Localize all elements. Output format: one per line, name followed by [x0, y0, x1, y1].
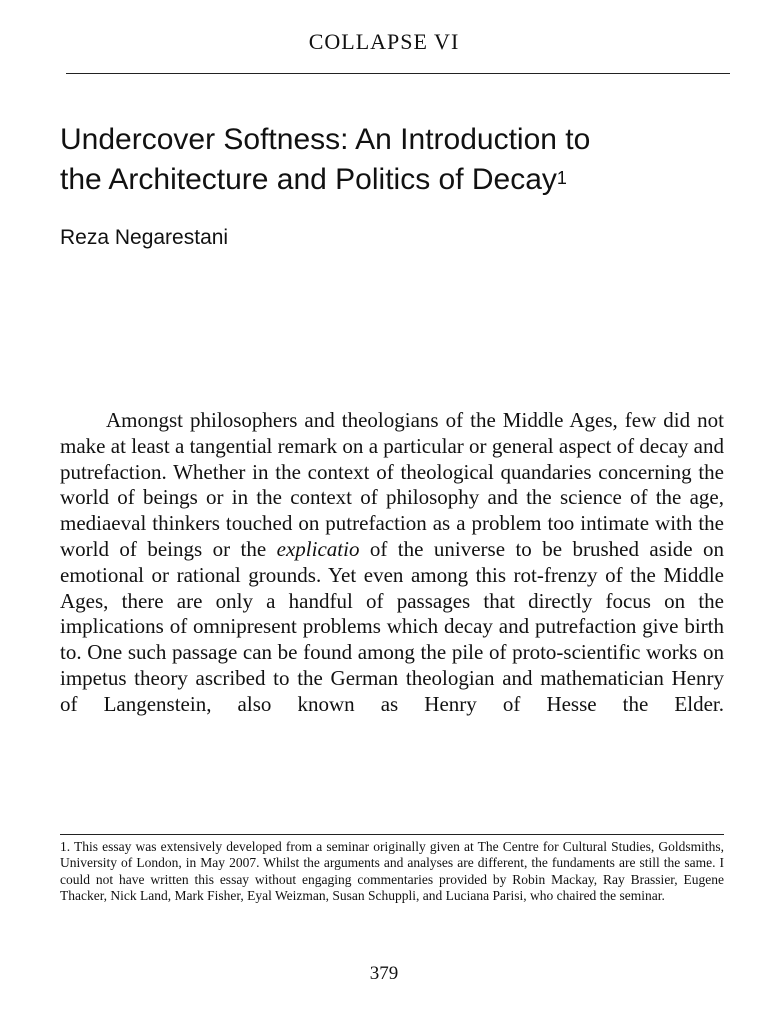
running-head: COLLAPSE VI [308, 29, 460, 54]
page-number: 379 [369, 963, 399, 984]
author-name: Reza Negarestani [60, 226, 229, 249]
header-rule [66, 73, 730, 74]
title-line-1: Undercover Softness: An Introduction to [60, 123, 591, 156]
footnote-marker: 1 [556, 168, 567, 188]
body-text-part-2: of the universe to be brushed aside on emotional or rational grounds. Yet even among this rot-frenzy of the Middle Ages, there are only a handful of passages that directly focus on the implications of omnipresent problems which decay and putrefaction give birth to. One such passage can be found among the pile of proto-scientific works on impetus theory ascribed to the German theologian and mathematician Henry of Langenstein, also known as Henry of Hesse the Elder. [60, 536, 724, 716]
title-line-2: the Architecture and Politics of Decay [60, 163, 557, 196]
body-text-part-1: Amongst philosophers and theologians of the Middle Ages, few did not make at least a tangential remark on a particular or general aspect of decay and putrefaction. Whether in the context of theological quandaries concerning the world of beings or in the context of philosophy and the science of the age, mediaeval thinkers touched on putrefaction as a problem too intimate with the world of beings or the [60, 408, 724, 561]
footnote-rule [60, 834, 724, 835]
footnote: 1. This essay was extensively developed from a seminar originally given at The Centre for Cultural Studies, Goldsmiths, University of London, in May 2007. Whilst the arguments and analyses are different, the fundaments are still the same. I could not have written this essay without engaging commentaries provided by Robin Mackay, Ray Brassier, Eugene Thacker, Nick Land, Mark Fisher, Eyal Weizman, Susan Schuppli, and Luciana Parisi, who chaired the seminar. [60, 839, 724, 904]
body-paragraph [60, 408, 724, 718]
italic-term: explicatio [276, 536, 360, 561]
article-title [60, 120, 750, 200]
